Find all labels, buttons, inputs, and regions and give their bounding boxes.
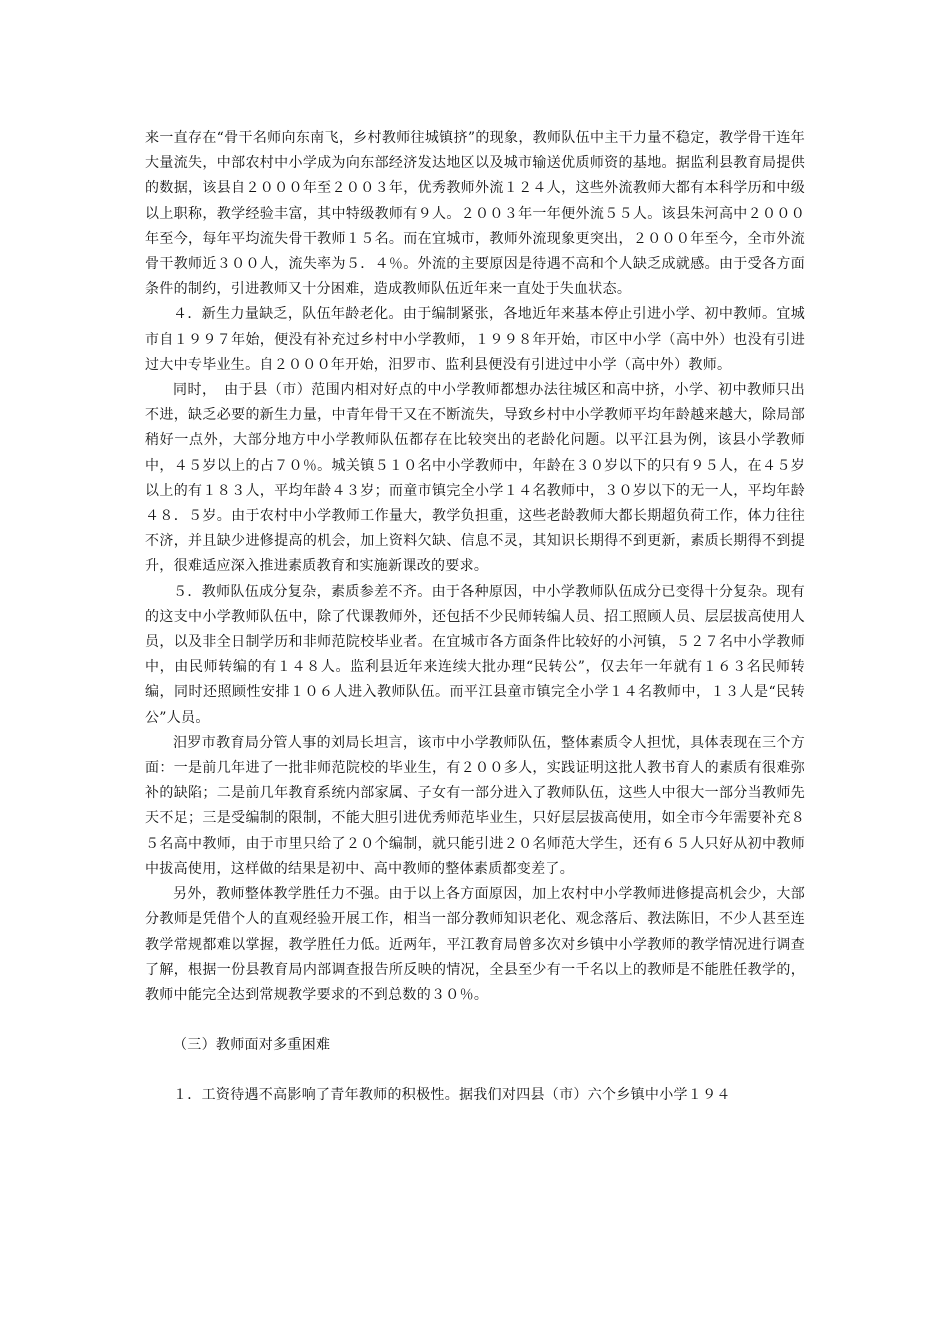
paragraph-salary: １．工资待遇不高影响了青年教师的积极性。据我们对四县（市）六个乡镇中小学１９４ [173,1087,731,1104]
paragraph-teacher-outflow: 来一直存在“骨干名师向东南飞，乡村教师往城镇挤”的现象，教师队伍中主干力量不稳定，教学骨干连年大量流失，中部农村中小学成为向东部经济发达地区以及城市输送优质师资的基地。据监利县教育局提供的数据，该县自２０００年至２００３年，优秀教师外流１２４人，这些外流教师大都有本科学历和中级以上职称，教学经验丰富，其中特级教师有９人。２００３年一年便外流５５人。该县朱河高中２０００年至今，每年平均流失骨干教师１５名。而在宜城市，教师外流现象更突出，２０００年至今，全市外流骨干教师近３００人，流失率为５．４％。外流的主要原因是待遇不高和个人缺乏成就感。由于受各方面条件的制约，引进教师又十分困难，造成教师队伍近年来一直处于失血状态。 [145,130,805,298]
paragraph-competence: 另外，教师整体教学胜任力不强。由于以上各方面原因，加上农村中小学教师进修提高机会少，大部分教师是凭借个人的直观经验开展工作，相当一部分教师知识老化、观念落后、教法陈旧，不少人甚至连教学常规都难以掌握，教学胜任力低。近两年，平江教育局曾多次对乡镇中小学教师的教学情况进行调查了解，根据一份县教育局内部调查报告所反映的情况，全县至少有一千名以上的教师是不能胜任教学的，教师中能完全达到常规教学要求的不到总数的３０％。 [145,886,805,1003]
paragraph-aging-staff: 同时， 由于县（市）范围内相对好点的中小学教师都想办法往城区和高中挤，小学、初中教师只出不进，缺乏必要的新生力量，中青年骨干又在不断流失，导致乡村中小学教师平均年龄越来越大，除局部稍好一点外，大部分地方中小学教师队伍都存在比较突出的老龄化问题。以平江县为例，该县小学教师中，４５岁以上的占７０％。城关镇５１０名中小学教师中，年龄在３０岁以下的只有９５人，在４５岁以上的有１８３人，平均年龄４３岁；而童市镇完全小学１４名教师中，３０岁以下的无一人，平均年龄４８．５岁。由于农村中小学教师工作量大，教学负担重，这些老龄教师大都长期超负荷工作，体力往往不济，并且缺少进修提高的机会，加上资料欠缺、信息不灵，其知识长期得不到更新，素质长期得不到提升，很难适应深入推进素质教育和实施新课改的要求。 [145,382,805,575]
paragraph-mixed-composition: ５．教师队伍成分复杂，素质参差不齐。由于各种原因，中小学教师队伍成分已变得十分复杂。现有的这支中小学教师队伍中，除了代课教师外，还包括不少民师转编人员、招工照顾人员、层层拔高使用人员，以及非全日制学历和非师范院校毕业者。在宜城市各方面条件比较好的小河镇，５２７名中小学教师中，由民师转编的有１４８人。监利县近年来连续大批办理“民转公”，仅去年一年就有１６３名民师转编，同时还照顾性安排１０６人进入教师队伍。而平江县童市镇完全小学１４名教师中，１３人是“民转公”人员。 [145,583,805,726]
section-heading: （三）教师面对多重困难 [173,1037,331,1054]
document-body [145,126,805,1109]
paragraph-new-force-lacking: ４．新生力量缺乏，队伍年龄老化。由于编制紧张，各地近年来基本停止引进小学、初中教师。宜城市自１９９７年始，便没有补充过乡村中小学教师，１９９８年开始，市区中小学（高中外）也没有引进过大中专毕业生。自２０００年开始，汨罗市、监利县便没有引进过中小学（高中外）教师。 [145,306,805,373]
paragraph-miluo-quality: 汨罗市教育局分管人事的刘局长坦言，该市中小学教师队伍，整体素质令人担忧，具体表现在三个方面：一是前几年进了一批非师范院校的毕业生，有２００多人，实践证明这批人教书育人的素质有很难弥补的缺陷；二是前几年教育系统内部家属、子女有一部分进入了教师队伍，这些人中很大一部分当教师先天不足；三是受编制的限制，不能大胆引进优秀师范毕业生，只好层层拔高使用，如全市今年需要补充８５名高中教师，由于市里只给了２０个编制，就只能引进２０名师范大学生，还有６５人只好从初中教师中拔高使用，这样做的结果是初中、高中教师的整体素质都变差了。 [145,734,805,877]
